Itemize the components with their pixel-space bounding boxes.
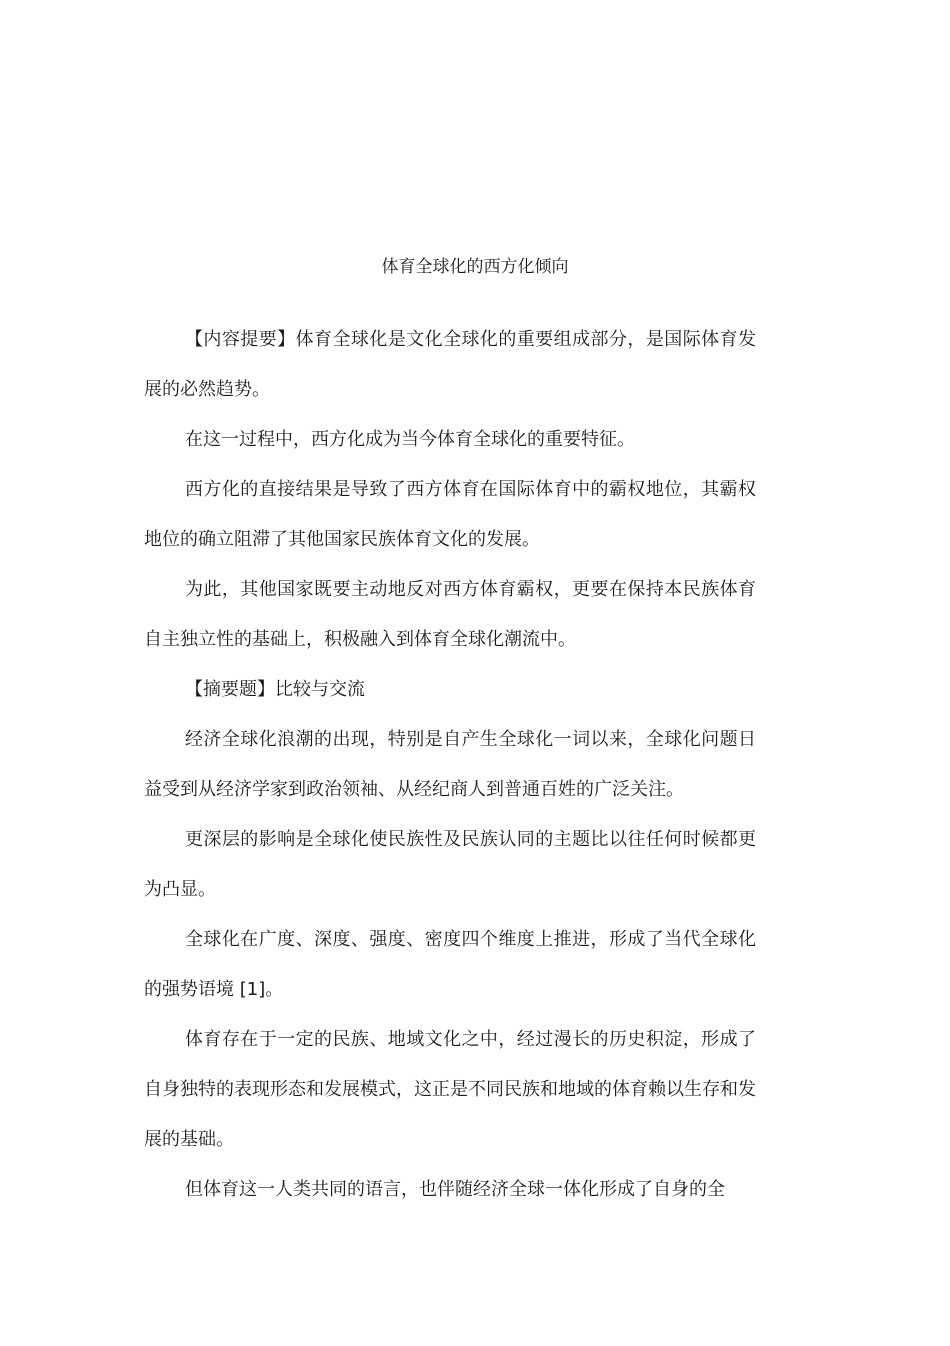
document-body [144, 315, 756, 1215]
document-title: 体育全球化的西方化倾向 [381, 257, 569, 277]
paragraph: 体育存在于一定的民族、地域文化之中，经过漫长的历史积淀，形成了自身独特的表现形态和发展模式，这正是不同民族和地域的体育赖以生存和发展的基础。 [144, 1029, 756, 1150]
paragraph: 更深层的影响是全球化使民族性及民族认同的主题比以往任何时候都更为凸显。 [144, 829, 756, 900]
paragraph-keywords: 【摘要题】比较与交流 [185, 679, 365, 700]
paragraph-summary: 【内容提要】体育全球化是文化全球化的重要组成部分，是国际体育发展的必然趋势。 [144, 329, 756, 400]
paragraph: 全球化在广度、深度、强度、密度四个维度上推进，形成了当代全球化的强势语境 [1]。 [144, 929, 756, 1000]
paragraph: 在这一过程中，西方化成为当今体育全球化的重要特征。 [185, 429, 635, 450]
paragraph: 为此，其他国家既要主动地反对西方体育霸权，更要在保持本民族体育自主独立性的基础上，积极融入到体育全球化潮流中。 [144, 579, 756, 650]
paragraph: 但体育这一人类共同的语言，也伴随经济全球一体化形成了自身的全 [185, 1179, 725, 1200]
paragraph: 经济全球化浪潮的出现，特别是自产生全球化一词以来，全球化问题日益受到从经济学家到政治领袖、从经纪商人到普通百姓的广泛关注。 [144, 729, 756, 800]
paragraph: 西方化的直接结果是导致了西方体育在国际体育中的霸权地位，其霸权地位的确立阻滞了其他国家民族体育文化的发展。 [144, 479, 756, 550]
